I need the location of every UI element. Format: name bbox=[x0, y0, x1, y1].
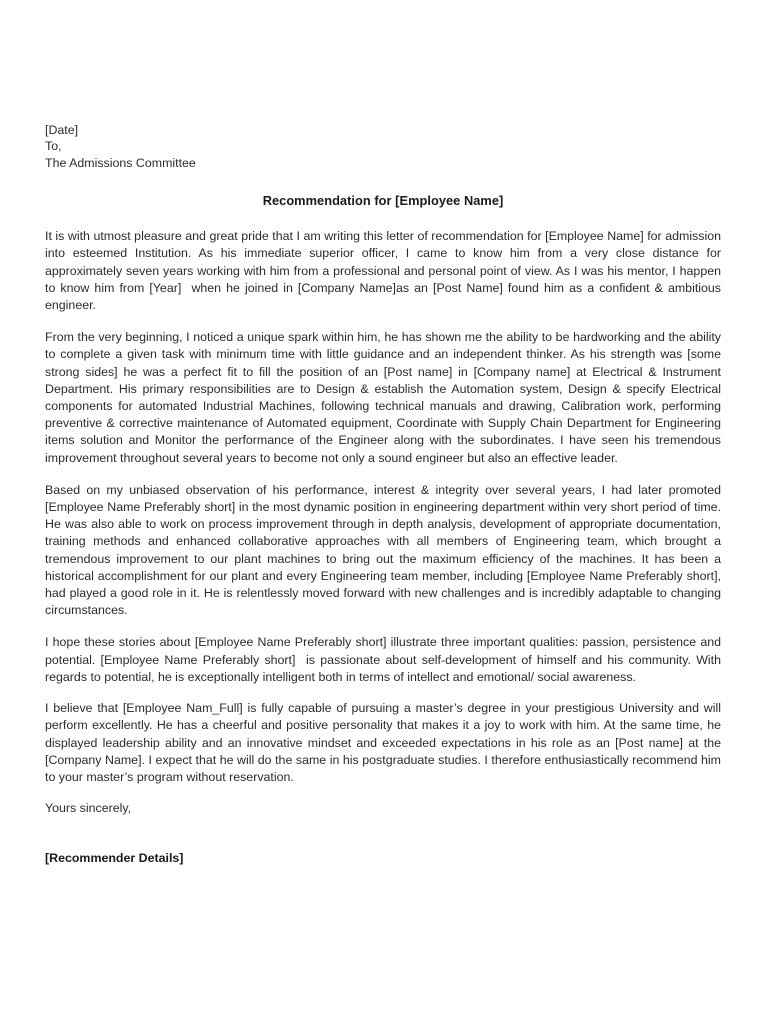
page-title: Recommendation for [Employee Name] bbox=[262, 193, 504, 209]
body-paragraph-4: I hope these stories about [Employee Name Preferably short] illustrate three important qualities: passion, persistence and potential. [Employee Name Preferably short] is passionate about self-development of himself and his community. With regards to potential, he is exceptionally intelligent both in terms of intellect and emotional/ social awareness. bbox=[45, 635, 725, 684]
body-paragraph-3: Based on my unbiased observation of his performance, interest & integrity over several years, I had later promoted [Employee Name Preferably short] in the most dynamic position in engineering department within very short period of time. He was also able to work on process improvement through in depth analysis, development of appropriate documentation, training methods and enhanced collaborative approaches with all members of Engineering team, which brought a tremendous improvement to our plant machines to bring out the maximum efficiency of the machines. It has been a historical accomplishment for our plant and every Engineering team member, including [Employee Name Preferably short], had played a good role in it. He is relentlessly moved forward with new challenges and is incredibly adaptable to changing circumstances. bbox=[45, 482, 725, 618]
closing-line: Yours sincerely, bbox=[45, 801, 132, 816]
letter-header-block bbox=[45, 122, 721, 171]
recipient-line: The Admissions Committee bbox=[45, 155, 196, 170]
letter-content bbox=[45, 122, 725, 868]
body-paragraph-5: I believe that [Employee Nam_Full] is fully capable of pursuing a master’s degree in your prestigious University and will perform excellently. He has a cheerful and positive personality that makes it a joy to work with him. At the same time, he displayed leadership ability and an innovative mindset and exceeded expectations in his role as an [Post name] at the [Company Name]. I expect that he will do the same in his postgraduate studies. I therefore enthusiastically recommend him to your master’s program without reservation. bbox=[45, 701, 725, 784]
body-paragraph-2: From the very beginning, I noticed a unique spark within him, he has shown me the ability to be hardworking and the ability to complete a given task with minimum time with little guidance and an independent thinker. As his strength was [some strong sides] he was a perfect fit to fill the position of an [Post name] in [Company name] at Electrical & Instrument Department. His primary responsibilities are to Design & establish the Automation system, Design & specify Electrical components for automated Industrial Machines, following technical manuals and drawing, Calibration work, performing preventive & corrective maintenance of Automated equipment, Coordinate with Supply Chain Department for Engineering items solution and Monitor the performance of the Engineer along with the subordinates. I have seen his tremendous improvement throughout several years to become not only a sound engineer but also an effective leader. bbox=[45, 330, 725, 465]
date-line: [Date] bbox=[45, 123, 79, 137]
salutation-line: To, bbox=[45, 139, 62, 154]
body-paragraph-1: It is with utmost pleasure and great pride that I am writing this letter of recommendation for [Employee Name] for admission into esteemed Institution. As his immediate superior officer, I came to know him from a very close distance for approximately seven years working with him from a professional and personal point of view. As I was his mentor, I happen to know him from [Year] when he joined in [Company Name]as an [Post Name] found him as a confident & ambitious engineer. bbox=[45, 229, 725, 313]
recommender-details: [Recommender Details] bbox=[45, 851, 184, 866]
